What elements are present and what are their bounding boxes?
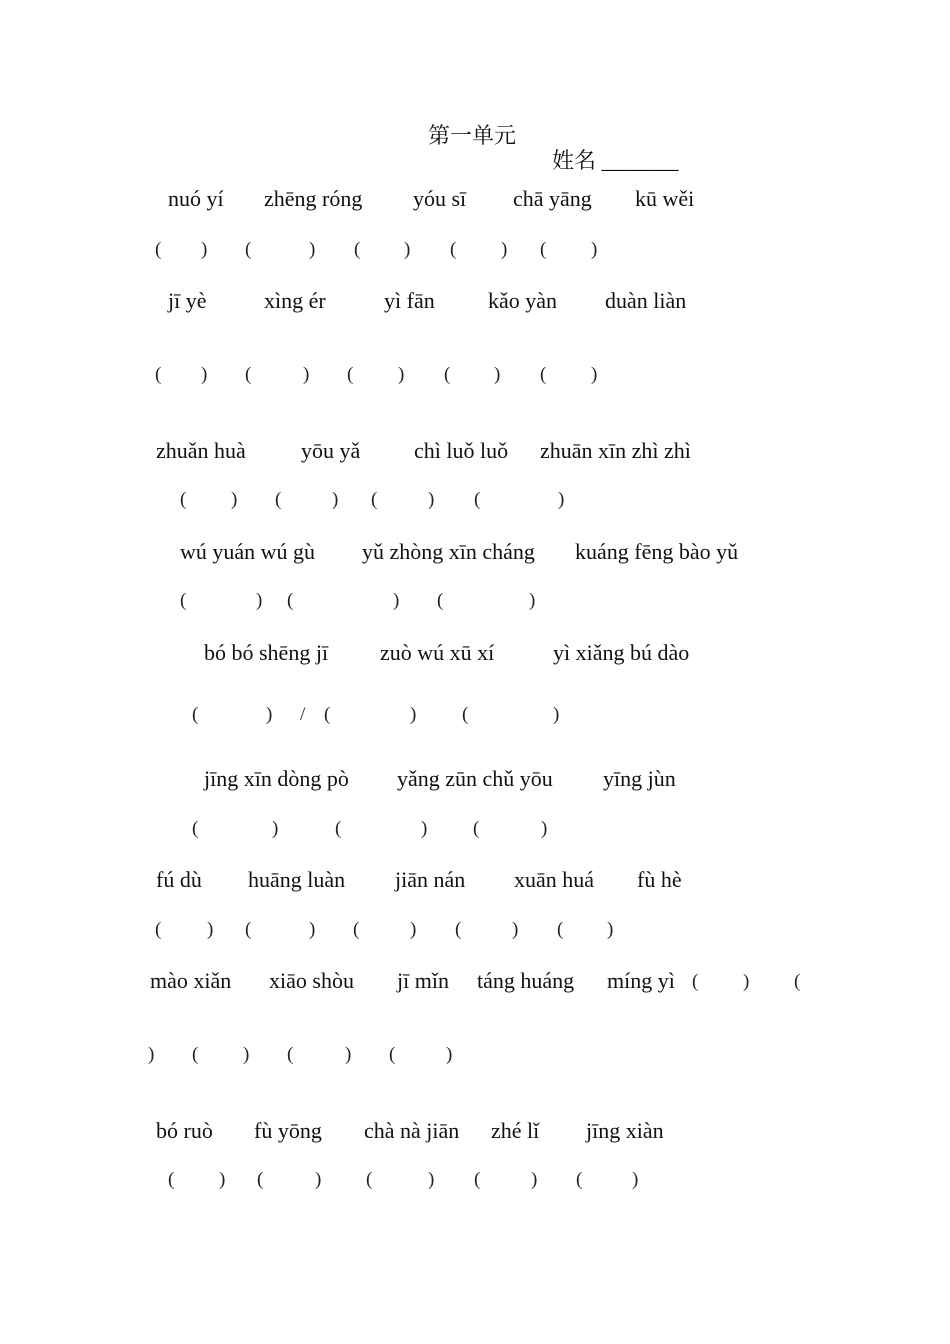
answer-blank-close: ) xyxy=(541,818,548,839)
pinyin-item: kuáng fēng bào yǔ xyxy=(575,539,739,564)
answer-blank-close: ) xyxy=(231,489,238,510)
pinyin-item: táng huáng xyxy=(477,968,575,993)
answer-blank-open: ( xyxy=(180,489,187,510)
answer-blank-open: ( xyxy=(245,919,252,940)
answer-blank-open: ( xyxy=(540,239,547,260)
pinyin-item: míng yì xyxy=(607,968,675,993)
answer-blank-open: ( xyxy=(474,1169,481,1190)
slash-separator: / xyxy=(300,704,306,725)
pinyin-item: fù hè xyxy=(637,867,682,892)
answer-blank-open: ( xyxy=(155,239,162,260)
pinyin-item: jī yè xyxy=(168,288,207,313)
answer-blank-open: ( xyxy=(389,1044,396,1065)
answer-blank-close: ) xyxy=(201,239,208,260)
pinyin-item: yōu yǎ xyxy=(301,438,361,463)
pinyin-item: zuò wú xū xí xyxy=(380,640,495,665)
name-field-label: 姓名 _______ xyxy=(552,148,679,173)
pinyin-item: kū wěi xyxy=(635,186,695,211)
pinyin-item: huāng luàn xyxy=(248,867,346,892)
answer-blank-close: ) xyxy=(607,919,614,940)
answer-blank-open: ( xyxy=(692,971,699,992)
answer-blank-open: ( xyxy=(192,704,199,725)
pinyin-item: fù yōng xyxy=(254,1118,322,1143)
pinyin-item: fú dù xyxy=(156,867,202,892)
answer-blank-open: ( xyxy=(437,590,444,611)
answer-blank-close: ) xyxy=(501,239,508,260)
answer-blank-close: ) xyxy=(404,239,411,260)
answer-blank-open: ( xyxy=(540,364,547,385)
answer-blank-open: ( xyxy=(347,364,354,385)
answer-blank-close: ) xyxy=(332,489,339,510)
answer-blank-open: ( xyxy=(192,1044,199,1065)
answer-blank-close: ) xyxy=(201,364,208,385)
pinyin-item: zhēng róng xyxy=(264,186,363,211)
page-title: 第一单元 xyxy=(428,123,517,148)
pinyin-item: zhuǎn huà xyxy=(156,438,246,463)
pinyin-item: yǎng zūn chǔ yōu xyxy=(397,766,553,791)
answer-blank-close: ) xyxy=(410,919,417,940)
answer-blank-open: ( xyxy=(557,919,564,940)
pinyin-item: zhuān xīn zhì zhì xyxy=(540,438,691,463)
pinyin-item: jīng xīn dòng pò xyxy=(204,766,349,791)
pinyin-item: zhé lǐ xyxy=(491,1118,540,1143)
pinyin-item: yì xiǎng bú dào xyxy=(553,640,690,665)
pinyin-item: chì luǒ luǒ xyxy=(414,438,509,463)
answer-blank-open: ( xyxy=(275,489,282,510)
answer-blank-close: ) xyxy=(421,818,428,839)
answer-blank-open: ( xyxy=(576,1169,583,1190)
answer-blank-close: ) xyxy=(529,590,536,611)
answer-blank-open: ( xyxy=(473,818,480,839)
pinyin-item: yì fān xyxy=(384,288,435,313)
answer-blank-open: ( xyxy=(287,590,294,611)
answer-blank-close: ) xyxy=(315,1169,322,1190)
answer-blank-open: ( xyxy=(444,364,451,385)
answer-blank-close: ) xyxy=(266,704,273,725)
answer-blank-open: ( xyxy=(155,919,162,940)
pinyin-item: jī mǐn xyxy=(397,968,449,993)
answer-blank-open: ( xyxy=(335,818,342,839)
pinyin-item: chà nà jiān xyxy=(364,1118,460,1143)
answer-blank-open: ( xyxy=(462,704,469,725)
pinyin-item: chā yāng xyxy=(513,186,592,211)
pinyin-item: jiān nán xyxy=(395,867,466,892)
answer-blank-close: ) xyxy=(243,1044,250,1065)
answer-blank-open: ( xyxy=(474,489,481,510)
answer-blank-close: ) xyxy=(272,818,279,839)
pinyin-item: jīng xiàn xyxy=(586,1118,664,1143)
answer-blank-close: ) xyxy=(428,1169,435,1190)
pinyin-item: xuān huá xyxy=(514,867,595,892)
answer-blank-open: ( xyxy=(192,818,199,839)
answer-blank-open: ( xyxy=(245,239,252,260)
answer-blank-close: ) xyxy=(309,239,316,260)
pinyin-item: bó ruò xyxy=(156,1118,213,1143)
answer-blank-close: ) xyxy=(512,919,519,940)
answer-blank-open: ( xyxy=(180,590,187,611)
answer-blank-open: ( xyxy=(257,1169,264,1190)
answer-blank-close: ) xyxy=(207,919,214,940)
answer-blank-open: ( xyxy=(450,239,457,260)
answer-blank-close: ) xyxy=(309,919,316,940)
pinyin-item: xìng ér xyxy=(264,288,326,313)
answer-blank-close: ) xyxy=(256,590,263,611)
pinyin-item: wú yuán wú gù xyxy=(180,539,316,564)
answer-blank-open: ( xyxy=(155,364,162,385)
answer-blank-close: ) xyxy=(428,489,435,510)
answer-blank-close: ) xyxy=(553,704,560,725)
answer-blank-close: ) xyxy=(148,1044,155,1065)
pinyin-item: duàn liàn xyxy=(605,288,687,313)
answer-blank-close: ) xyxy=(591,239,598,260)
answer-blank-open: ( xyxy=(455,919,462,940)
answer-blank-close: ) xyxy=(632,1169,639,1190)
answer-blank-open: ( xyxy=(287,1044,294,1065)
answer-blank-open: ( xyxy=(354,239,361,260)
answer-blank-close: ) xyxy=(743,971,750,992)
pinyin-item: yīng jùn xyxy=(603,766,676,791)
pinyin-item: bó bó shēng jī xyxy=(204,640,329,665)
answer-blank-close: ) xyxy=(446,1044,453,1065)
pinyin-item: mào xiǎn xyxy=(150,968,232,993)
answer-blank-close: ) xyxy=(398,364,405,385)
answer-blank-close: ) xyxy=(591,364,598,385)
pinyin-item: yóu sī xyxy=(413,186,467,211)
pinyin-item: yǔ zhòng xīn cháng xyxy=(362,539,535,564)
pinyin-item: kǎo yàn xyxy=(488,288,558,313)
answer-blank-close: ) xyxy=(219,1169,226,1190)
answer-blank-close: ) xyxy=(558,489,565,510)
pinyin-item: nuó yí xyxy=(168,186,224,211)
answer-blank-close: ) xyxy=(410,704,417,725)
pinyin-item: xiāo shòu xyxy=(269,968,354,993)
answer-blank-open: ( xyxy=(168,1169,175,1190)
answer-blank-open: ( xyxy=(245,364,252,385)
answer-blank-close: ) xyxy=(393,590,400,611)
answer-blank-open: ( xyxy=(794,971,801,992)
answer-blank-close: ) xyxy=(531,1169,538,1190)
answer-blank-open: ( xyxy=(353,919,360,940)
answer-blank-open: ( xyxy=(324,704,331,725)
answer-blank-open: ( xyxy=(371,489,378,510)
answer-blank-close: ) xyxy=(345,1044,352,1065)
answer-blank-close: ) xyxy=(494,364,501,385)
answer-blank-open: ( xyxy=(366,1169,373,1190)
answer-blank-close: ) xyxy=(303,364,310,385)
